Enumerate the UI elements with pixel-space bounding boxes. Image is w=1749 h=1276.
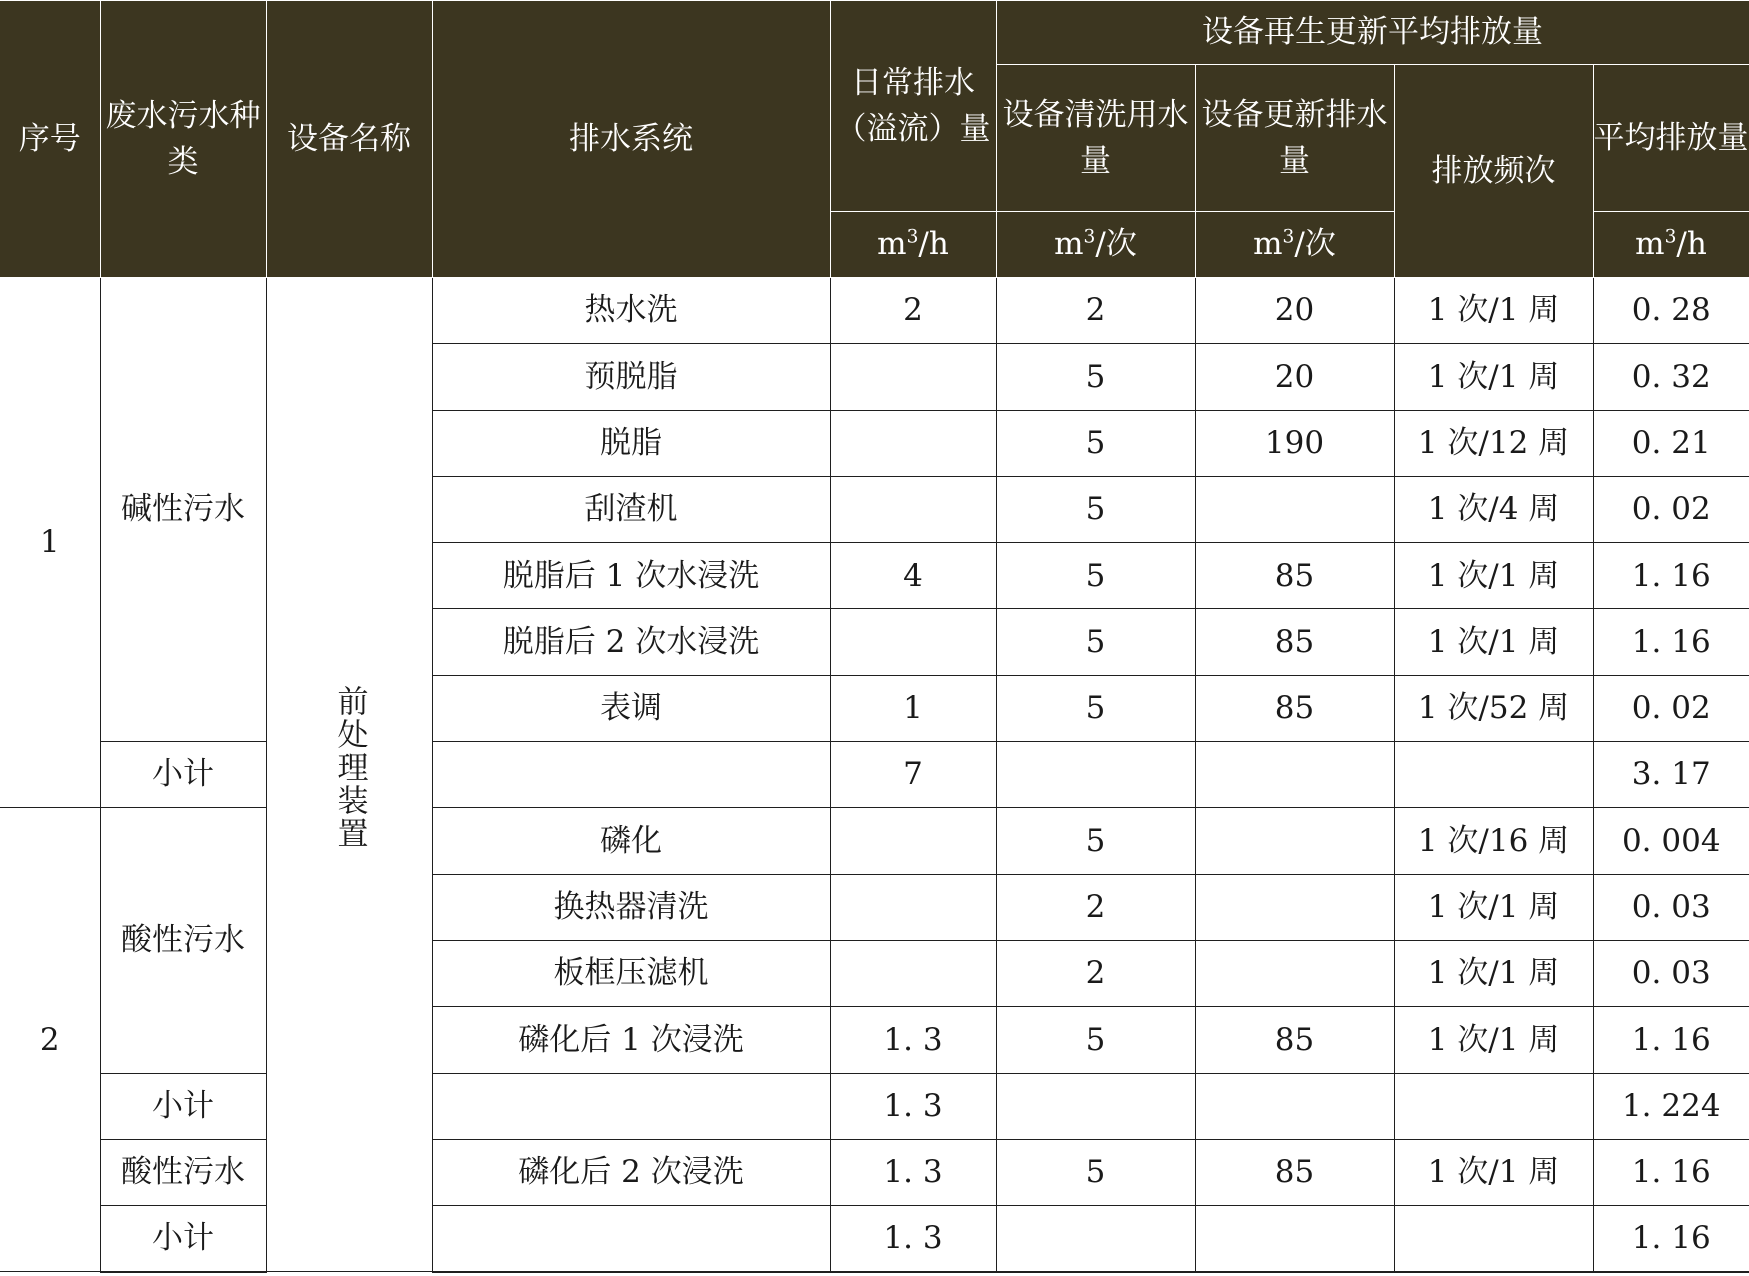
drainage-system-cell: 换热器清洗 (432, 874, 830, 940)
average-cell: 1. 16 (1593, 1007, 1749, 1073)
frequency-cell: 1 次/1 周 (1394, 1139, 1593, 1205)
frequency-cell (1394, 1073, 1593, 1139)
drainage-system-cell (432, 1206, 830, 1272)
header-wastewater-type: 废水污水种类 (100, 1, 266, 278)
table-row (0, 278, 1749, 344)
drainage-system-cell (432, 1073, 830, 1139)
average-cell: 1. 16 (1593, 1206, 1749, 1272)
daily-cell (830, 808, 996, 874)
frequency-cell: 1 次/4 周 (1394, 476, 1593, 542)
frequency-cell (1394, 742, 1593, 808)
seq-cell: 1 (0, 278, 100, 808)
average-cell: 0. 28 (1593, 278, 1749, 344)
frequency-cell (1394, 1206, 1593, 1272)
average-cell: 0. 03 (1593, 940, 1749, 1006)
average-cell: 1. 224 (1593, 1073, 1749, 1139)
cleaning-cell: 5 (996, 1139, 1195, 1205)
drainage-system-cell: 磷化 (432, 808, 830, 874)
frequency-cell: 1 次/1 周 (1394, 1007, 1593, 1073)
unit-cleaning: $m^3/$次 (996, 212, 1195, 278)
average-cell: 1. 16 (1593, 543, 1749, 609)
frequency-cell: 1 次/1 周 (1394, 874, 1593, 940)
cleaning-cell: 2 (996, 940, 1195, 1006)
frequency-cell: 1 次/12 周 (1394, 410, 1593, 476)
frequency-cell: 1 次/1 周 (1394, 278, 1593, 344)
renewal-cell: 85 (1195, 609, 1394, 675)
daily-cell: 1 (830, 675, 996, 741)
header-cleaning-water: 设备清洗用水量 (996, 65, 1195, 212)
table-row (0, 808, 1749, 874)
average-cell: 0. 02 (1593, 675, 1749, 741)
header-regeneration-group: 设备再生更新平均排放量 (996, 1, 1749, 65)
seq-cell: 2 (0, 808, 100, 1272)
cleaning-cell (996, 742, 1195, 808)
renewal-cell (1195, 1206, 1394, 1272)
daily-cell (830, 609, 996, 675)
unit-renewal: $m^3/$次 (1195, 212, 1394, 278)
renewal-cell (1195, 742, 1394, 808)
renewal-cell (1195, 476, 1394, 542)
wastewater-type-cell: 酸性污水 (100, 808, 266, 1073)
unit-daily: $m^3/h$ (830, 212, 996, 278)
cleaning-cell: 5 (996, 675, 1195, 741)
drainage-system-cell: 热水洗 (432, 278, 830, 344)
table-row (0, 1139, 1749, 1205)
renewal-cell: 85 (1195, 1139, 1394, 1205)
daily-cell: 1. 3 (830, 1073, 996, 1139)
cleaning-cell: 5 (996, 543, 1195, 609)
renewal-cell (1195, 808, 1394, 874)
drainage-system-cell: 脱脂后 2 次水浸洗 (432, 609, 830, 675)
renewal-cell: 20 (1195, 278, 1394, 344)
cleaning-cell: 5 (996, 808, 1195, 874)
average-cell: 1. 16 (1593, 609, 1749, 675)
average-cell: 0. 21 (1593, 410, 1749, 476)
frequency-cell: 1 次/1 周 (1394, 344, 1593, 410)
drainage-system-cell: 脱脂后 1 次水浸洗 (432, 543, 830, 609)
drainage-system-cell: 脱脂 (432, 410, 830, 476)
frequency-cell: 1 次/16 周 (1394, 808, 1593, 874)
frequency-cell: 1 次/1 周 (1394, 609, 1593, 675)
average-cell: 0. 02 (1593, 476, 1749, 542)
renewal-cell (1195, 940, 1394, 1006)
cleaning-cell: 2 (996, 874, 1195, 940)
cleaning-cell: 5 (996, 410, 1195, 476)
frequency-cell: 1 次/52 周 (1394, 675, 1593, 741)
wastewater-type-cell: 酸性污水 (100, 1139, 266, 1205)
daily-cell (830, 940, 996, 1006)
daily-cell (830, 874, 996, 940)
average-cell: 3. 17 (1593, 742, 1749, 808)
equipment-name-cell: 前处理装置 (266, 278, 432, 1272)
subtotal-row (0, 1206, 1749, 1272)
daily-cell (830, 410, 996, 476)
daily-cell: 1. 3 (830, 1139, 996, 1205)
subtotal-label: 小计 (100, 1206, 266, 1272)
renewal-cell (1195, 874, 1394, 940)
renewal-cell: 20 (1195, 344, 1394, 410)
unit-average: $m^3/h$ (1593, 212, 1749, 278)
drainage-system-cell: 刮渣机 (432, 476, 830, 542)
cleaning-cell: 5 (996, 476, 1195, 542)
daily-cell: 2 (830, 278, 996, 344)
drainage-system-cell: 板框压滤机 (432, 940, 830, 1006)
drainage-system-cell (432, 742, 830, 808)
subtotal-row (0, 742, 1749, 808)
subtotal-row (0, 1073, 1749, 1139)
renewal-cell (1195, 1073, 1394, 1139)
cleaning-cell (996, 1073, 1195, 1139)
subtotal-label: 小计 (100, 1073, 266, 1139)
average-cell: 1. 16 (1593, 1139, 1749, 1205)
cleaning-cell (996, 1206, 1195, 1272)
wastewater-type-cell: 碱性污水 (100, 278, 266, 742)
drainage-system-cell: 预脱脂 (432, 344, 830, 410)
daily-cell: 4 (830, 543, 996, 609)
subtotal-label: 小计 (100, 742, 266, 808)
daily-cell: 7 (830, 742, 996, 808)
renewal-cell: 85 (1195, 1007, 1394, 1073)
renewal-cell: 85 (1195, 675, 1394, 741)
drainage-system-cell: 表调 (432, 675, 830, 741)
renewal-cell: 190 (1195, 410, 1394, 476)
header-seq: 序号 (0, 1, 100, 278)
renewal-cell: 85 (1195, 543, 1394, 609)
average-cell: 0. 03 (1593, 874, 1749, 940)
header-drainage-system: 排水系统 (432, 1, 830, 278)
drainage-system-cell: 磷化后 2 次浸洗 (432, 1139, 830, 1205)
cleaning-cell: 5 (996, 344, 1195, 410)
average-cell: 0. 32 (1593, 344, 1749, 410)
header-renewal-drain: 设备更新排水量 (1195, 65, 1394, 212)
frequency-cell: 1 次/1 周 (1394, 940, 1593, 1006)
average-cell: 0. 004 (1593, 808, 1749, 874)
cleaning-cell: 5 (996, 1007, 1195, 1073)
daily-cell: 1. 3 (830, 1007, 996, 1073)
frequency-cell: 1 次/1 周 (1394, 543, 1593, 609)
header-average-discharge: 平均排放量 (1593, 65, 1749, 212)
header-daily-discharge: 日常排水（溢流）量 (830, 1, 996, 212)
daily-cell (830, 344, 996, 410)
drainage-system-cell: 磷化后 1 次浸洗 (432, 1007, 830, 1073)
cleaning-cell: 5 (996, 609, 1195, 675)
daily-cell: 1. 3 (830, 1206, 996, 1272)
cleaning-cell: 2 (996, 278, 1195, 344)
header-equipment-name: 设备名称 (266, 1, 432, 278)
header-frequency: 排放频次 (1394, 65, 1593, 278)
daily-cell (830, 476, 996, 542)
